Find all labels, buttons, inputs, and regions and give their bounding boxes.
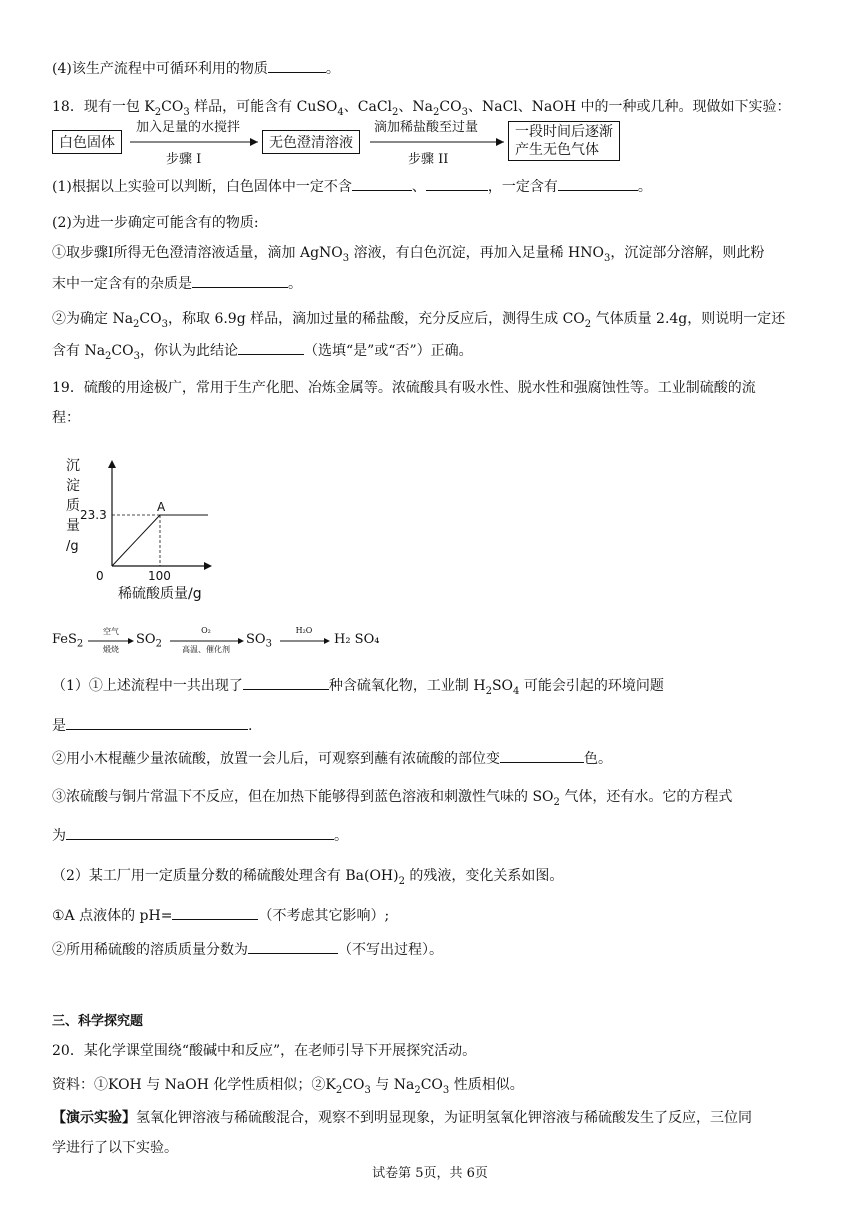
text: CO: [111, 343, 134, 359]
text: 性质相似。: [449, 1077, 524, 1093]
question-number: 18．: [52, 99, 84, 115]
q20-demo-cont: 学进行了以下实验。: [52, 1140, 178, 1156]
answer-blank[interactable]: [352, 176, 412, 191]
q18-part2: (2)为进一步确定可能含有的物质:: [52, 215, 259, 231]
graph-xlabel: 稀硫酸质量/g: [118, 586, 202, 602]
q18-part2-2-cont: 含有 $Na_2CO_3$，你认为此结论 （选填“是”或“否”）正确。: [52, 340, 820, 367]
q20-info: 资料：①KOH 与 NaOH 化学性质相似；$②K_2CO_3$ 与 $Na_2CO_3$ 性质相似。: [52, 1077, 524, 1096]
answer-blank[interactable]: [248, 939, 338, 954]
q19-part1-cont: [52, 715, 820, 736]
flow-arrows: [0, 0, 860, 200]
q20-stem: 20．某化学课堂围绕“酸碱中和反应”，在老师引导下开展探究活动。: [52, 1043, 477, 1059]
text: .: [248, 718, 253, 734]
answer-blank[interactable]: [66, 825, 334, 840]
text: （选填“是”或“否”）正确。: [304, 343, 473, 359]
text: 氢氧化钾溶液与稀硫酸混合，观察不到明显现象，为证明氢氧化钾溶液与稀硫酸发生了反应，三位同: [136, 1110, 752, 1126]
text: （2）某工厂用一定质量分数的稀硫酸处理含有 Ba(OH): [52, 868, 399, 884]
text: CO: [139, 311, 162, 327]
graph-ylabel-2: 淀: [66, 478, 80, 494]
q19-part2: （2）某工厂用一定质量分数的稀硫酸处理含有 $Ba(OH)_2$ 的残液，变化关系如图。: [52, 868, 564, 887]
graph-origin: 0: [96, 569, 104, 583]
graph-ylabel-4: 量: [66, 518, 80, 534]
text: 含有 Na: [52, 343, 106, 359]
formula-so2: SO: [136, 632, 156, 647]
section-title: 三、科学探究题: [52, 1014, 144, 1029]
text: ，你认为此结论: [140, 343, 238, 359]
graph-point-label: A: [157, 500, 166, 514]
arrow2-bottom: 高温、催化剂: [182, 645, 230, 654]
stem-text: 、Na: [398, 99, 434, 115]
answer-blank[interactable]: [66, 715, 248, 730]
answer-blank[interactable]: [192, 273, 288, 288]
q17-part4-text: (4)该生产流程中可循环利用的物质: [52, 61, 268, 77]
text: ①取步骤I所得无色澄清溶液适量，滴加 AgNO: [52, 245, 343, 261]
text: ②为确定 Na: [52, 311, 134, 327]
flow-box-clear-solution: 无色澄清溶液: [262, 130, 360, 154]
flow-arrow2-top: 滴加稀盐酸至过量: [374, 120, 479, 135]
q18-stem: 18．现有一包 $K_2CO_3$ 样品，可能含有 CuSO$_4$、CaCl$_2$、$Na_2CO_3$、NaCl、NaOH 中的一种或几种。现做如下实验：: [52, 99, 791, 118]
flow-arrow1-top: 加入足量的水搅拌: [136, 120, 241, 135]
text: ②用小木棍蘸少量浓硫酸，放置一会儿后，可观察到蘸有浓硫酸的部位变: [52, 751, 500, 767]
graph-y-tick: 23.3: [80, 508, 107, 522]
stem-text: CO: [439, 99, 462, 115]
text: 色。: [584, 751, 612, 767]
arrow1-top: 空气: [103, 627, 119, 636]
demo-title: 【演示实验】: [52, 1110, 136, 1126]
text: CO: [420, 1077, 443, 1093]
arrow-head-icon: [496, 138, 504, 146]
answer-blank[interactable]: [172, 905, 258, 920]
text: 气体，还有水。它的方程式: [559, 789, 733, 805]
y-axis-arrow-icon: [108, 460, 116, 468]
text: 。: [334, 828, 348, 844]
arrow-head-icon: [324, 638, 330, 644]
text: 为: [52, 828, 66, 844]
formula-h2so4: H₂ SO₄: [334, 632, 380, 647]
q20-demo: [52, 1108, 820, 1128]
q19-part1-3-cont: [52, 825, 820, 846]
text: ③浓硫酸与铜片常温下不反应，但在加热下能够得到蓝色溶液和刺激性气味的 SO: [52, 789, 554, 805]
q19-part1-2: [52, 748, 820, 769]
text: ②所用稀硫酸的溶质质量分数为: [52, 942, 248, 958]
stem-text: 现有一包 K: [83, 99, 155, 115]
text: 资料：①KOH 与 NaOH 化学性质相似；②K: [52, 1077, 336, 1093]
text: 种含硫氧化物，工业制 H: [328, 678, 486, 694]
q19-stem: 19．硫酸的用途极广，常用于生产化肥、冶炼金属等。浓硫酸具有吸水性、脱水性和强腐蚀性等。工业制硫酸的流: [52, 380, 756, 396]
q19-stem-cont: 程：: [52, 410, 80, 426]
stem-text: CO: [161, 99, 184, 115]
answer-blank[interactable]: [500, 748, 584, 763]
answer-blank[interactable]: [558, 176, 638, 191]
q18-part2-1-cont: [52, 273, 820, 294]
q18-part1: [52, 176, 820, 197]
flow-box-gas-line2: 产生无色气体: [515, 142, 599, 158]
flow-arrow1-bottom: 步骤 I: [166, 152, 202, 167]
stem-text: 、CaCl: [343, 99, 393, 115]
arrow3-top: H₂O: [295, 626, 313, 635]
formula-so3: SO: [246, 632, 266, 647]
q19-graph: [56, 452, 226, 612]
q19-part1-3: ③浓硫酸与铜片常温下不反应，但在加热下能够得到蓝色溶液和刺激性气味的 $SO_2$ 气体，还有水。它的方程式: [52, 789, 733, 808]
answer-blank[interactable]: [238, 340, 304, 355]
text: SO: [491, 678, 514, 694]
text: (1)根据以上实验可以判断，白色固体中一定不含: [52, 179, 352, 195]
graph-ylabel-1: 沉: [66, 458, 80, 474]
q19-part1: （1）①上述流程中一共出现了 种含硫氧化物，工业制 $H_2SO_4$ 可能会引起的环境问题: [52, 675, 820, 702]
text: ，称取 6.9g 样品，滴加过量的稀盐酸，充分反应后，测得生成 CO: [168, 311, 585, 327]
q18-part2-2: ②为确定 $Na_2CO_3$，称取 6.9g 样品，滴加过量的稀盐酸，充分反应后，测得生成 $CO_2$ 气体质量 2.4g，则说明一定还: [52, 311, 786, 330]
page-footer: 试卷第 5页，共 6页: [372, 1166, 488, 1181]
graph-ylabel-5: /g: [66, 539, 79, 554]
text: 与 Na: [370, 1077, 415, 1093]
arrow-head-icon: [128, 638, 134, 644]
arrow-head-icon: [250, 138, 258, 146]
stem-text: 、NaCl、NaOH 中的一种或几种。现做如下实验：: [467, 99, 791, 115]
stem-text: 样品，可能含有 CuSO: [189, 99, 338, 115]
text: ①A 点液体的 pH=: [52, 908, 173, 924]
q18-part2-1: ①取步骤I所得无色澄清溶液适量，滴加 AgNO$_3$ 溶液，有白色沉淀，再加入足量稀 $HNO_3$，沉淀部分溶解，则此粉: [52, 245, 765, 264]
q19-part2-1: [52, 905, 820, 926]
text: 。: [288, 276, 302, 292]
text: ，沉淀部分溶解，则此粉: [610, 245, 765, 261]
arrow1-bottom: 煅烧: [103, 645, 119, 654]
text: （不考虑其它影响）;: [258, 908, 390, 924]
text: 。: [637, 179, 652, 195]
arrow-head-icon: [238, 638, 244, 644]
text: 可能会引起的环境问题: [519, 678, 664, 694]
graph-x-tick: 100: [148, 569, 171, 583]
text: CO: [342, 1077, 365, 1093]
text: 是: [52, 718, 66, 734]
text: 溶液，有白色沉淀，再加入足量稀 HNO: [349, 245, 604, 261]
flow-box-white-solid: 白色固体: [52, 130, 122, 154]
flow-box-gas-line1: 一段时间后逐渐: [515, 124, 613, 140]
answer-blank[interactable]: [243, 675, 329, 690]
text: （不写出过程）。: [338, 942, 443, 958]
q17-part4: (4)该生产流程中可循环利用的物质 。: [52, 58, 820, 79]
x-axis-arrow-icon: [204, 562, 212, 570]
text: （1）①上述流程中一共出现了: [52, 678, 243, 694]
graph-ylabel-3: 质: [66, 498, 80, 514]
text: 气体质量 2.4g，则说明一定还: [591, 311, 786, 327]
graph-line-rise: [112, 515, 160, 566]
text: 、: [411, 179, 426, 195]
formula-fes2: FeS: [52, 632, 77, 647]
q19-part2-2: [52, 939, 820, 960]
text: 的残液，变化关系如图。: [404, 868, 564, 884]
equation-arrows: [52, 626, 452, 656]
answer-blank[interactable]: [426, 176, 488, 191]
text: ，一定含有: [487, 179, 558, 195]
flow-arrow2-bottom: 步骤 II: [408, 152, 449, 167]
arrow2-top: O₂: [201, 626, 211, 635]
q19-sulfuric-flow: FeS$_2$ 空气 煅烧 $SO_2$ O₂ 高温、催化剂 $SO_3$ H₂O H₂ SO₄: [52, 626, 452, 656]
text: 末中一定含有的杂质是: [52, 276, 192, 292]
